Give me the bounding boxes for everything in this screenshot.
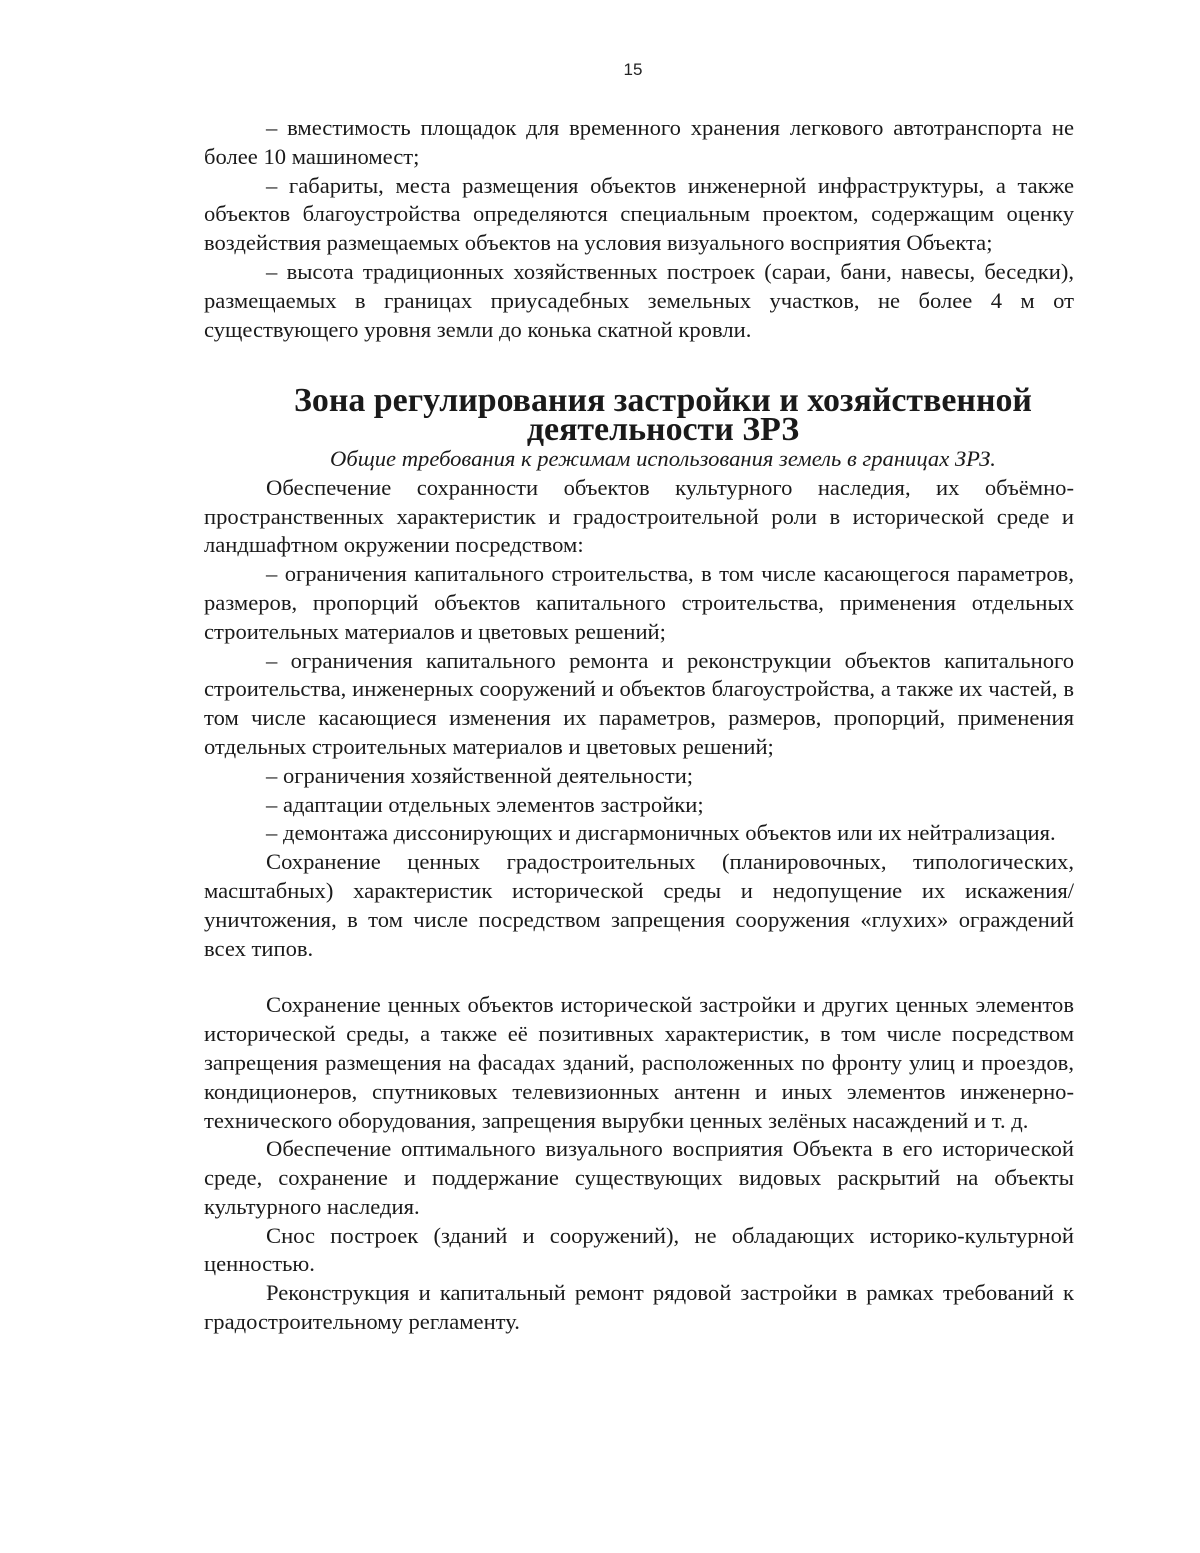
paragraph: Сохранение ценных объектов исторической застройки и других ценных элементов исторической среды, а также её позитивных характеристик, в том числе посредством запрещения размещения на фасадах зданий, расположенных по фронту улиц и проездов, кондиционеров, спутниковых телевизионных антенн и иных элементов инженерно-технического оборудования, запрещения вырубки ценных зелёных насаждений и т. д. [204, 992, 1074, 1133]
document-body [204, 114, 1074, 1337]
section-spacer [204, 344, 1074, 387]
paragraph: Сохранение ценных градостроительных (планировочных, типологических, масштабных) характеристик исторической среды и недопущение их искажения/уничтожения, в том числе посредством запрещения сооружения «глухих» ограждений всех типов. [204, 849, 1074, 961]
section-subtitle: Общие требования к режимам использования земель в границах ЗРЗ. [330, 445, 996, 471]
list-item: – ограничения хозяйственной деятельности; [266, 762, 694, 788]
section-title: Зона регулирования застройки и хозяйственной деятельности ЗРЗ [294, 382, 1032, 449]
list-item: – демонтажа диссонирующих и дисгармоничных объектов или их нейтрализация. [266, 820, 1056, 846]
list-item: – ограничения капитального ремонта и реконструкции объектов капитального строительства, инженерных сооружений и объектов благоустройства, а также их частей, в том числе касающиеся изменения их параметров, размеров, пропорций, применения отдельных строительных материалов и цветовых решений; [204, 647, 1074, 759]
paragraph: Реконструкция и капитальный ремонт рядовой застройки в рамках требований к градостроительному регламенту. [204, 1280, 1074, 1335]
list-item: – вместимость площадок для временного хранения легкового автотранспорта не более 10 машиномест; [204, 115, 1074, 169]
paragraph: Снос построек (зданий и сооружений), не обладающих историко-культурной ценностью. [204, 1222, 1074, 1277]
list-item: – ограничения капитального строительства, в том числе касающегося параметров, размеров, пропорций объектов капитального строительства, применения отдельных строительных материалов и цветовых решений; [204, 561, 1074, 644]
list-item: – высота традиционных хозяйственных построек (сараи, бани, навесы, беседки), размещаемых в границах приусадебных земельных участков, не более 4 м от существующего уровня земли до конька скатной кровли. [204, 258, 1074, 342]
list-item: – адаптации отдельных элементов застройки; [266, 791, 704, 817]
list-item: – габариты, места размещения объектов инженерной инфраструктуры, а также объектов благоустройства определяются специальным проектом, содержащим оценку воздействия размещаемых объектов на условия визуального восприятия Объекта; [204, 172, 1074, 256]
page-number: 15 [623, 60, 643, 79]
section-intro: Обеспечение сохранности объектов культурного наследия, их объёмно-пространственных характеристик и градостроительной роли в исторической среде и ландшафтном окружении посредством: [204, 474, 1074, 558]
paragraph: Обеспечение оптимального визуального восприятия Объекта в его исторической среде, сохранение и поддержание существующих видовых раскрытий на объекты культурного наследия. [204, 1136, 1074, 1219]
